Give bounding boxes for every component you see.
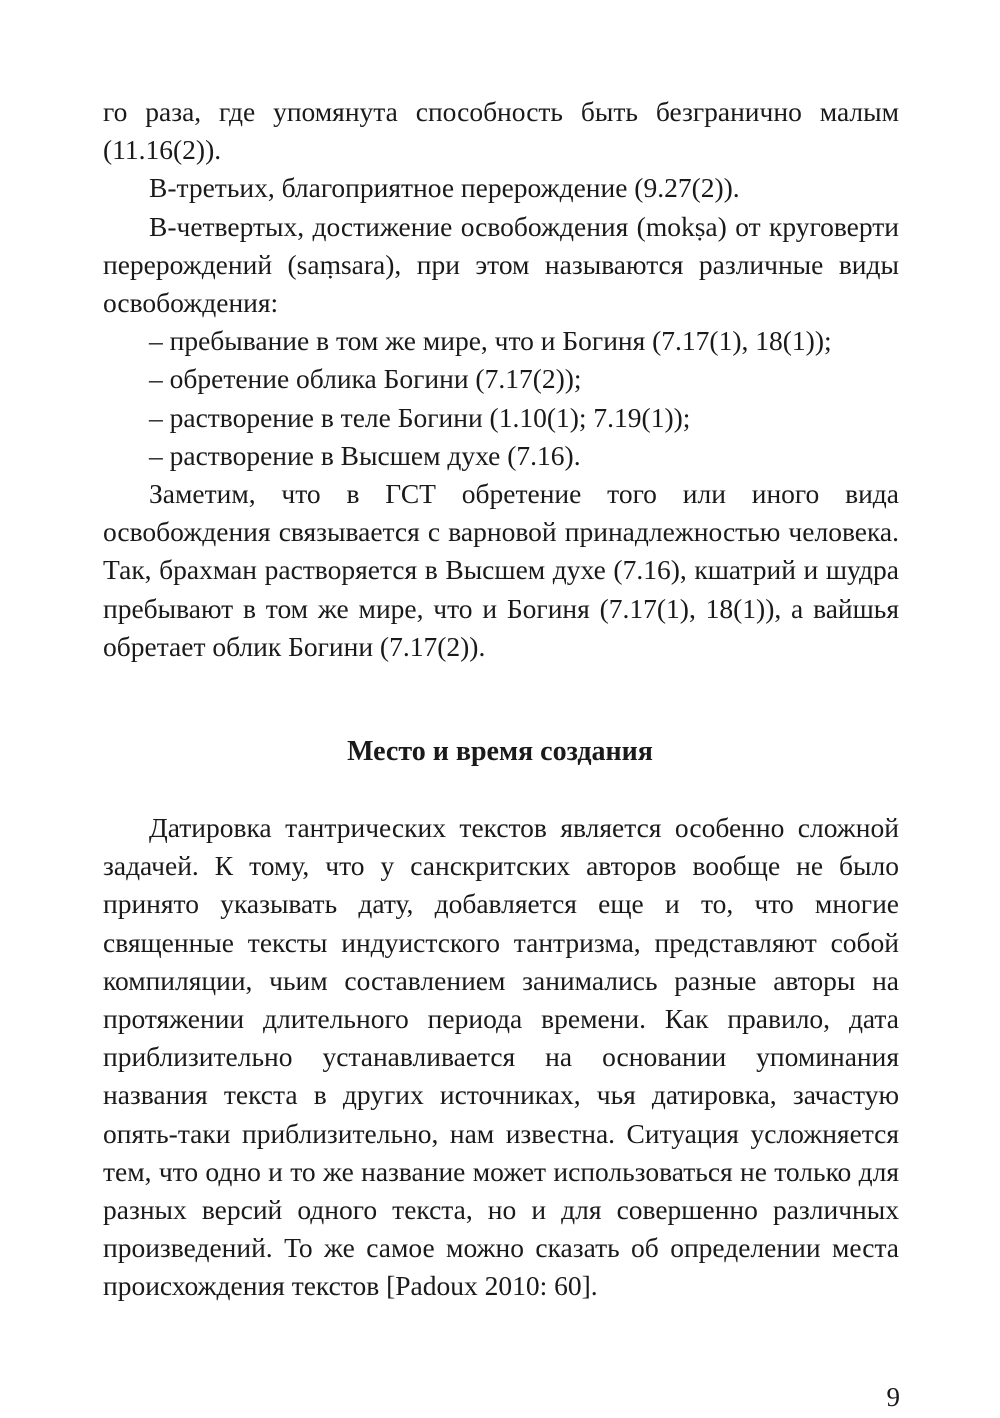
section-heading: Место и время создания xyxy=(347,736,653,767)
list-item: – пребывание в том же мире, что и Богиня (7.17(1), 18(1)); xyxy=(149,325,832,357)
top-text-block xyxy=(103,93,899,666)
paragraph-third: В-третьих, благоприятное перерождение (9.27(2)). xyxy=(149,172,740,204)
paragraph-continuation: го раза, где упомянута способность быть безгранично малым (11.16(2)). xyxy=(103,96,899,166)
list-item: – обретение облика Богини (7.17(2)); xyxy=(149,363,582,395)
paragraph-dating: Датировка тантрических текстов является особенно сложной задачей. К тому, что у санскритских авторов вообще не было принято указывать дату, добавляется еще и то, что многие священные тексты индуистского тантризма, представляют собой компиляции, чьим составлением занимались разные авторы на протяжении длительного периода времени. Как правило, дата приблизительно устанавливается на основании упоминания названия текста в других источниках, чья датировка, зачастую опять-таки приблизительно, нам известна. Ситуация усложняется тем, что одно и то же название может использоваться не только для разных версий одного текста, но и для совершенно различных произведений. То же самое можно сказать об определении места происхождения текстов [Padoux 2010: 60]. xyxy=(103,812,899,1302)
section-text-block xyxy=(103,809,899,1306)
page-number: 9 xyxy=(886,1382,900,1412)
paragraph-fourth: В-четвертых, достижение освобождения (mokṣa) от круговерти перерождений (saṃsara), при этом называются различные виды освобождения: xyxy=(103,210,899,319)
list-item: – растворение в Высшем духе (7.16). xyxy=(149,439,581,471)
list-item: – растворение в теле Богини (1.10(1); 7.19(1)); xyxy=(149,401,691,433)
paragraph-varna: Заметим, что в ГСТ обретение того или иного вида освобождения связывается с варновой принадлежностью человека. Так, брахман растворяется в Высшем духе (7.16), кшатрий и шудра пребывают в том же мире, что и Богиня (7.17(1), 18(1)), а вайшья обретает облик Богини (7.17(2)). xyxy=(103,478,899,662)
